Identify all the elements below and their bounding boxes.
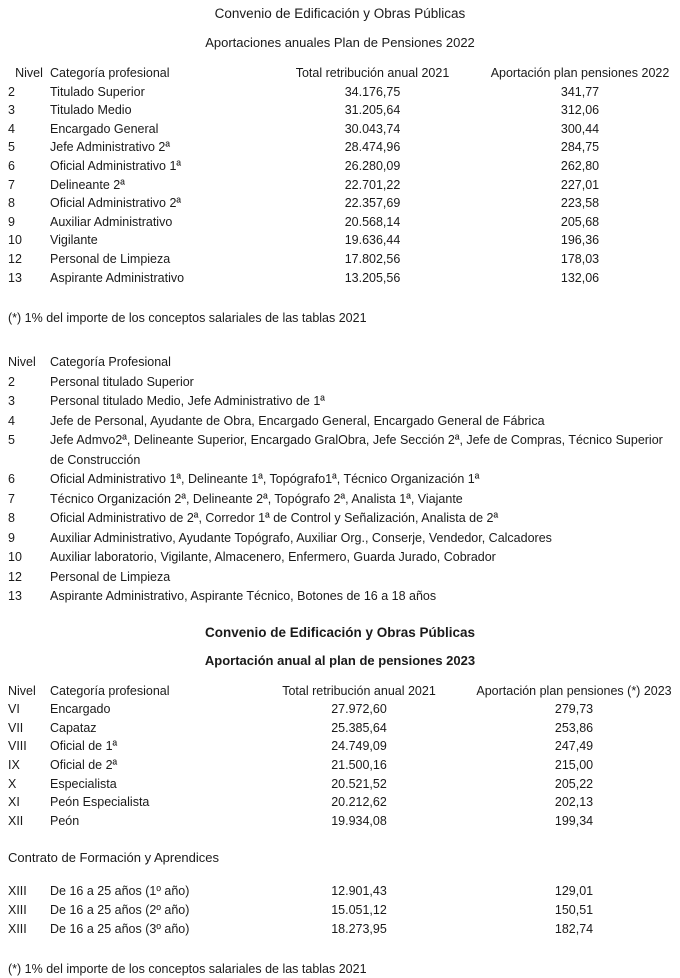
cell-nivel: X [8,776,17,791]
spacer [0,668,680,682]
table-row [0,548,680,568]
cell-retribucion: 22.701,22 [344,177,401,192]
table-row [0,83,680,102]
table-row [0,737,680,756]
cell-aportacion: 199,34 [554,813,594,828]
pensions-table-2023 [0,682,680,831]
cell-aportacion: 284,75 [560,140,600,155]
header-retribucion: Total retribución anual 2021 [282,683,436,698]
section1-title: Convenio de Edificación y Obras Públicas [214,6,466,21]
cell-categoria: Aspirante Administrativo [50,270,185,285]
cell-categoria: Capataz [50,720,97,735]
pensions-table-2022 [0,64,680,287]
cell-categoria: De 16 a 25 años (2º año) [50,902,190,917]
cell-aportacion: 300,44 [560,121,600,136]
cell-aportacion: 227,01 [560,177,600,192]
section3-subtitle: Aportación anual al plan de pensiones 2023 [204,652,476,668]
header-retribucion: Total retribución anual 2021 [295,66,450,80]
cell-nivel: XIII [8,921,27,936]
apprentices-table [0,882,680,938]
table-row [0,120,680,139]
cell-aportacion: 312,06 [560,103,600,118]
cell-descripcion: Personal de Limpieza [50,569,171,584]
cell-aportacion: 253,86 [554,720,594,735]
cell-nivel: 4 [8,121,15,136]
cell-categoria: Peón Especialista [50,795,150,810]
table-row [0,775,680,794]
cell-retribucion: 25.385,64 [331,720,387,735]
table-row [0,901,680,920]
table-header-row [0,682,680,701]
cell-nivel: 4 [8,413,15,428]
table-row [0,250,680,269]
cell-nivel: 2 [8,84,15,99]
cell-categoria: Encargado General [50,121,159,136]
cell-aportacion: 129,01 [554,884,594,899]
table-header-row [0,353,680,373]
cell-retribucion: 31.205,64 [344,103,401,118]
table-row [0,587,680,607]
cell-descripcion: Oficial Administrativo de 2ª, Corredor 1ª de Control y Señalización, Analista de 2ª [50,511,499,526]
cell-aportacion: 205,68 [560,214,600,229]
table-row [0,812,680,831]
cell-retribucion: 21.500,16 [331,758,387,772]
cell-descripcion: Jefe de Personal, Ayudante de Obra, Encargado General, Encargado General de Fábrica [50,413,545,428]
cell-descripcion: Personal titulado Medio, Jefe Administrativo de 1ª [50,394,325,409]
header-aportacion: Aportación plan pensiones (*) 2023 [476,683,672,698]
cell-retribucion: 34.176,75 [344,84,401,99]
cell-descripcion: Oficial Administrativo 1ª, Delineante 1ª, Topógrafo1ª, Técnico Organización 1ª [50,472,480,487]
cell-nivel: XIII [8,884,27,899]
table-row [0,412,680,432]
table-row [0,700,680,719]
cell-categoria: Especialista [50,776,117,791]
table-row [0,470,680,490]
cell-nivel: 5 [8,140,15,155]
section3-title: Convenio de Edificación y Obras Públicas [204,624,476,640]
cell-nivel: 2 [8,374,15,389]
section3-subsection-label: Contrato de Formación y Aprendices [8,850,219,866]
cell-aportacion: 150,51 [554,902,594,917]
table-row [0,176,680,195]
cell-nivel: 6 [8,158,15,173]
cell-nivel: 13 [8,589,22,604]
cell-descripcion: Técnico Organización 2ª, Delineante 2ª, Topógrafo 2ª, Analista 1ª, Viajante [50,491,463,506]
cell-aportacion: 341,77 [560,84,600,99]
cell-categoria: Vigilante [50,233,98,248]
cell-categoria: De 16 a 25 años (3º año) [50,921,190,936]
cell-aportacion: 132,06 [560,270,600,285]
cell-categoria: Oficial Administrativo 2ª [50,196,182,211]
table-row [0,490,680,510]
cell-nivel: 13 [8,270,22,285]
cell-nivel: 10 [8,550,22,565]
cell-nivel: IX [8,758,20,772]
cell-nivel: 7 [8,491,15,506]
cell-categoria: De 16 a 25 años (1º año) [50,884,190,899]
cell-nivel: 3 [8,394,15,409]
table-row [0,213,680,232]
cell-categoria: Oficial de 1ª [50,739,118,754]
cell-nivel: 7 [8,177,15,192]
cell-retribucion: 30.043,74 [344,121,401,136]
header-aportacion: Aportación plan pensiones 2022 [490,66,670,80]
cell-nivel: 5 [8,433,15,448]
cell-categoria: Titulado Medio [50,103,132,118]
cell-categoria: Peón [50,813,80,828]
cell-retribucion: 20.521,52 [331,776,387,791]
cell-nivel: VI [8,702,20,717]
header-categoria: Categoría profesional [50,66,170,80]
cell-retribucion: 15.051,12 [331,902,387,917]
cell-retribucion: 20.212,62 [331,795,387,810]
cell-categoria: Titulado Superior [50,84,145,99]
cell-retribucion: 12.901,43 [331,884,387,899]
cell-retribucion: 28.474,96 [344,140,401,155]
cell-categoria: Auxiliar Administrativo [50,214,173,229]
cell-aportacion: 205,22 [554,776,594,791]
cell-retribucion: 18.273,95 [331,921,387,936]
cell-retribucion: 26.280,09 [344,158,401,173]
table-row [0,568,680,588]
table-row [0,920,680,939]
section1-footnote: (*) 1% del importe de los conceptos salariales de las tablas 2021 [8,311,367,326]
cell-retribucion: 19.636,44 [344,233,401,248]
cell-aportacion: 202,13 [554,795,594,810]
cell-nivel: 8 [8,511,15,526]
cell-nivel: VIII [8,739,27,754]
cell-descripcion: Auxiliar Administrativo, Ayudante Topógrafo, Auxiliar Org., Conserje, Vendedor, Calcadores [50,530,552,545]
table-row [0,431,680,470]
cell-nivel: 9 [8,214,15,229]
cell-retribucion: 27.972,60 [331,702,387,717]
table-row [0,138,680,157]
cell-categoria: Oficial Administrativo 1ª [50,158,182,173]
cell-categoria: Jefe Administrativo 2ª [50,140,170,155]
cell-descripcion: Auxiliar laboratorio, Vigilante, Almacenero, Enfermero, Guarda Jurado, Cobrador [50,550,496,565]
cell-aportacion: 215,00 [554,758,594,772]
header-nivel: Nivel [15,66,43,80]
table-row [0,373,680,393]
cell-categoria: Encargado [50,702,111,717]
cell-nivel: XI [8,795,20,810]
cell-aportacion: 247,49 [554,739,594,754]
categories-table [0,353,680,607]
cell-retribucion: 17.802,56 [344,251,401,266]
cell-nivel: 3 [8,103,15,118]
cell-retribucion: 13.205,56 [344,270,401,285]
table-row [0,101,680,120]
header-nivel: Nivel [8,355,36,370]
cell-descripcion: Aspirante Administrativo, Aspirante Técnico, Botones de 16 a 18 años [50,589,437,604]
table-row [0,882,680,901]
table-row [0,269,680,288]
table-row [0,756,680,775]
cell-nivel: 10 [8,233,22,248]
spacer [0,50,680,64]
spacer [0,287,680,309]
cell-nivel: 9 [8,530,15,545]
table-row [0,719,680,738]
cell-categoria: Personal de Limpieza [50,251,171,266]
header-nivel: Nivel [8,683,36,698]
cell-retribucion: 22.357,69 [344,196,401,211]
cell-aportacion: 279,73 [554,702,594,717]
cell-aportacion: 262,80 [560,158,600,173]
cell-descripcion: Personal titulado Superior [50,374,194,389]
cell-retribucion: 24.749,09 [331,739,387,754]
cell-descripcion: Jefe Admvo2ª, Delineante Superior, Encargado GralObra, Jefe Sección 2ª, Jefe de Compras, Técnico Superior de Construcción [50,433,663,467]
cell-aportacion: 223,58 [560,196,600,211]
cell-nivel: VII [8,720,24,735]
cell-retribucion: 20.568,14 [344,214,401,229]
spacer [0,607,680,625]
cell-nivel: XIII [8,902,27,917]
cell-nivel: 8 [8,196,15,211]
spacer [0,830,680,848]
spacer [0,868,680,882]
spacer [0,938,680,960]
section1-subtitle: Aportaciones anuales Plan de Pensiones 2022 [205,35,475,50]
header-categoria: Categoría Profesional [50,355,171,370]
table-header-row [0,64,680,83]
table-row [0,392,680,412]
table-row [0,194,680,213]
cell-categoria: Oficial de 2ª [50,758,118,772]
cell-aportacion: 196,36 [560,233,600,248]
cell-categoria: Delineante 2ª [50,177,125,192]
table-row [0,509,680,529]
cell-retribucion: 19.934,08 [331,813,387,828]
cell-nivel: 12 [8,569,22,584]
cell-nivel: 6 [8,472,15,487]
spacer [0,327,680,353]
table-row [0,529,680,549]
cell-aportacion: 178,03 [560,251,600,266]
table-row [0,231,680,250]
table-row [0,157,680,176]
section3-footnote: (*) 1% del importe de los conceptos salariales de las tablas 2021 [8,962,367,977]
cell-nivel: XII [8,813,24,828]
table-row [0,793,680,812]
header-categoria: Categoría profesional [50,683,170,698]
cell-aportacion: 182,74 [554,921,594,936]
cell-nivel: 12 [8,251,22,266]
